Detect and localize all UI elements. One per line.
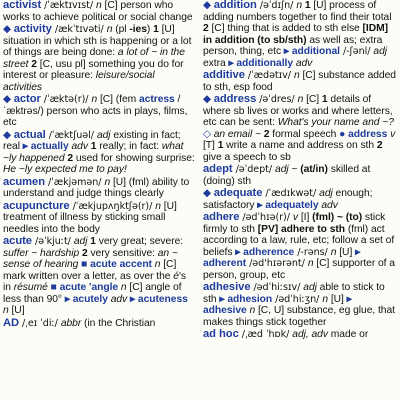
part-of-speech: adv bbox=[321, 199, 338, 211]
pronunciation: /əˈdɪʃn/ bbox=[256, 0, 297, 11]
square-icon: ■ a bbox=[50, 282, 66, 293]
example: leisure/social activities bbox=[3, 70, 155, 93]
entry-addition bbox=[203, 0, 396, 69]
part-of-speech: adj bbox=[373, 46, 388, 57]
pronunciation: /əˈdept/ bbox=[232, 164, 276, 175]
sense-number: 2 bbox=[376, 140, 383, 151]
definition-text: used for showing surprise: bbox=[73, 152, 195, 164]
headword: actual bbox=[13, 128, 46, 141]
definition-text: (in the Christian bbox=[81, 317, 156, 329]
part-of-speech: n bbox=[307, 258, 314, 269]
sense-number: 1 bbox=[153, 24, 159, 35]
headword: additive bbox=[203, 69, 245, 81]
entry-activist bbox=[3, 0, 195, 23]
pronunciation: /ˌeɪ ˈdiː/ bbox=[19, 317, 61, 329]
definition-text: [U] situation in which sth is happening or a lot of things are being done: bbox=[3, 24, 192, 58]
part-of-speech: n bbox=[296, 0, 303, 11]
derived-word: ▸ adherent bbox=[203, 246, 361, 269]
definition-text: give a speech to sb bbox=[203, 151, 291, 163]
derived-word: ▸ adhesive bbox=[203, 293, 352, 316]
pronunciation: /əˈdres/ bbox=[256, 94, 298, 105]
pronunciation: /ˈækjəmən/ bbox=[44, 176, 105, 188]
example: an email ~ bbox=[213, 128, 261, 140]
part-of-speech: n bbox=[106, 24, 113, 35]
definition-text: [C] angle of less than 90° bbox=[3, 282, 182, 305]
part-of-speech: n bbox=[293, 70, 300, 81]
example: an ~ sense of hearing bbox=[3, 247, 178, 270]
definition-text: ~ bbox=[288, 164, 301, 175]
pronunciation: /ækˈtɪvəti/ bbox=[51, 24, 107, 35]
definition-text: [C] person who works to achieve political or social change bbox=[3, 0, 193, 23]
derived-word: cute 'angle bbox=[65, 282, 119, 293]
sense-number: 2 bbox=[67, 152, 74, 164]
definition-text: details of where sb lives or works and where letters, etc can be sent: bbox=[203, 94, 393, 128]
diamond-icon: ◆ bbox=[3, 24, 14, 35]
entry-actor bbox=[3, 94, 195, 129]
definition-text: /ˈæktrəs/) person who acts in plays, films, etc bbox=[3, 94, 188, 128]
part-of-speech: adv bbox=[295, 57, 313, 69]
part-of-speech: n bbox=[322, 293, 329, 305]
headword: adequate bbox=[213, 187, 263, 199]
part-of-speech: n bbox=[104, 176, 111, 188]
part-of-speech: n bbox=[249, 305, 256, 316]
definition-text: [IDM] in addition (to sb/sth) bbox=[203, 23, 389, 46]
headword: adept bbox=[203, 163, 233, 175]
headword: activist bbox=[3, 0, 42, 11]
definition-text: (pl bbox=[112, 24, 130, 35]
example: what ~ly happened bbox=[3, 141, 184, 164]
derived-word: ▸ additional bbox=[283, 46, 340, 57]
pronunciation: /ˈædɪkwət/ bbox=[262, 188, 320, 199]
pronunciation: /-ʃənl/ bbox=[339, 46, 374, 57]
part-of-speech: n bbox=[3, 305, 9, 316]
pronunciation: /ˈæktə(r)/ bbox=[40, 94, 92, 105]
definition-text: (fml) ~ (to) bbox=[312, 212, 363, 223]
definition-text: enough; satisfactory bbox=[203, 188, 373, 211]
definition-text: write a name and address on sth bbox=[223, 140, 377, 151]
pronunciation: /-rəns/ bbox=[294, 246, 331, 258]
pronunciation: /ədˈhɪə(r)/ bbox=[239, 212, 293, 223]
derived-word: cute accent bbox=[95, 259, 152, 270]
part-of-speech: adv bbox=[71, 141, 88, 152]
derived-word: ▸ acutely bbox=[64, 293, 108, 305]
definition-text: [C] bbox=[303, 94, 322, 105]
part-of-speech: adj bbox=[96, 129, 111, 141]
pronunciation: /ˈækjupʌŋktʃə(r)/ bbox=[69, 200, 156, 212]
headword: acupuncture bbox=[3, 199, 70, 212]
part-of-speech: n bbox=[91, 94, 98, 105]
sense-number: 2 bbox=[203, 23, 209, 34]
part-of-speech: n bbox=[297, 94, 304, 105]
definition-text: [I] bbox=[298, 212, 313, 223]
entry-address bbox=[203, 94, 396, 163]
diamond-icon: ◆ bbox=[203, 188, 214, 199]
definition-text: existing in fact; real bbox=[3, 129, 181, 152]
definition-text: [C, usu pl] something you do for interest or pleasure: bbox=[3, 58, 184, 81]
definition-text: [U] bbox=[8, 305, 25, 316]
entry-activity bbox=[3, 24, 195, 93]
part-of-speech: n bbox=[330, 246, 337, 258]
definition-text: [C] thing that is added to sth else bbox=[208, 23, 363, 34]
example: a lot of ~ in the street bbox=[3, 47, 185, 70]
derived-word: ▸ adherence bbox=[235, 246, 295, 258]
entry-AD bbox=[3, 318, 195, 330]
definition-text: résumé bbox=[13, 282, 48, 293]
part-of-speech: adj bbox=[73, 236, 88, 247]
headword: AD bbox=[3, 316, 20, 329]
definition-text: [PV] adhere to sth bbox=[257, 223, 346, 235]
definition-text: 's in bbox=[3, 270, 186, 293]
derived-word: ● address bbox=[339, 128, 388, 140]
part-of-speech: adj bbox=[319, 188, 333, 199]
right-column bbox=[203, 0, 396, 400]
definition-text: very great; severe: bbox=[95, 236, 184, 247]
definition-text: skilled at (doing) sth bbox=[203, 164, 371, 187]
part-of-speech: adv bbox=[110, 293, 128, 305]
square-icon: ■ a bbox=[81, 259, 96, 270]
example: He ~ly expected me to pay! bbox=[3, 164, 127, 175]
entry-adhoc bbox=[203, 329, 396, 341]
sense-number: 2 bbox=[81, 247, 88, 259]
definition-text: -ies bbox=[129, 24, 147, 35]
part-of-speech: adj bbox=[275, 164, 289, 175]
definition-text: [C] supporter of a person, group, etc bbox=[203, 258, 395, 281]
definition-text: [C] (fem bbox=[97, 94, 139, 105]
definition-text: [U] bbox=[336, 246, 356, 258]
headword: ad hoc bbox=[203, 328, 239, 340]
definition-text: formal speech bbox=[269, 128, 340, 140]
derived-word: ▸ actually bbox=[22, 141, 69, 152]
headword: addition bbox=[213, 0, 257, 11]
derived-word: ▸ adhesion bbox=[219, 293, 273, 305]
part-of-speech: v bbox=[292, 212, 299, 223]
diamond-icon: ◇ bbox=[203, 128, 214, 140]
part-of-speech: adj, adv bbox=[292, 329, 328, 340]
entry-adept bbox=[203, 164, 396, 187]
sense-number: 1 bbox=[304, 0, 311, 11]
definition-text: [C] substance added to sth, esp food bbox=[203, 70, 396, 93]
definition-text: ) bbox=[146, 24, 154, 35]
headword: adhere bbox=[203, 211, 240, 223]
pronunciation: /ˌæd ˈhɒk/ bbox=[238, 329, 293, 340]
definition-text: really; in fact: bbox=[96, 141, 162, 152]
headword: address bbox=[213, 93, 257, 105]
definition-text: [U] (fml) ability to understand and judge things clearly bbox=[3, 176, 190, 199]
definition-text: [T] bbox=[203, 140, 218, 151]
entry-adequate bbox=[203, 188, 396, 211]
sense-number: 2 bbox=[263, 128, 270, 140]
entry-acumen bbox=[3, 177, 195, 200]
derived-word: actress bbox=[139, 94, 175, 105]
left-column bbox=[3, 0, 195, 400]
derived-word: ▸ additionally bbox=[228, 57, 293, 69]
headword: activity bbox=[13, 23, 52, 35]
pronunciation: /əˈkjuːt/ bbox=[31, 236, 74, 247]
pronunciation: /ˈædətɪv/ bbox=[244, 70, 294, 81]
sense-number: 1 bbox=[321, 94, 328, 105]
headword: acumen bbox=[3, 175, 45, 188]
entry-acute bbox=[3, 236, 195, 317]
definition-text: [C] mark written over a letter, as over the bbox=[3, 259, 177, 282]
definition-text: stick firmly to sth bbox=[203, 212, 386, 235]
pronunciation: /ˈæktɪvɪst/ bbox=[41, 0, 97, 11]
entry-additive bbox=[203, 70, 396, 93]
sense-number: 1 bbox=[217, 140, 224, 151]
sense-number: 2 bbox=[31, 58, 37, 70]
entry-adhesive bbox=[203, 282, 396, 328]
part-of-speech: n bbox=[154, 259, 161, 270]
example: suffer ~ hardship bbox=[3, 247, 80, 259]
sense-number: 1 bbox=[90, 141, 97, 152]
diamond-icon: ◆ bbox=[203, 94, 214, 105]
entry-acupuncture bbox=[3, 201, 195, 236]
pronunciation: /əd'hɪərənt/ bbox=[246, 258, 308, 269]
definition-text: (at/in) bbox=[300, 164, 328, 175]
definition-text: [U] bbox=[328, 293, 347, 305]
diamond-icon: ◆ bbox=[203, 0, 214, 11]
sense-number: 1 bbox=[90, 236, 96, 247]
pronunciation: /ədˈhiːsɪv/ bbox=[250, 282, 304, 293]
headword: acute bbox=[3, 235, 32, 247]
part-of-speech: abbr bbox=[60, 317, 82, 329]
derived-word: ▸ adequately bbox=[257, 199, 319, 211]
definition-text: é bbox=[173, 270, 179, 282]
part-of-speech: n bbox=[96, 0, 102, 11]
derived-word: ▸ acuteness bbox=[129, 293, 188, 305]
definition-text: able to stick to sth bbox=[203, 282, 385, 305]
diamond-icon: ◆ bbox=[3, 129, 14, 141]
definition-text: (fml) act according to a law, rule, etc; follow a set of beliefs bbox=[203, 223, 395, 258]
definition-text: extra bbox=[203, 57, 229, 69]
definition-text: [U] treatment of illness by sticking small needles into the body bbox=[3, 200, 177, 235]
part-of-speech: adj bbox=[303, 282, 317, 293]
definition-text: made or bbox=[327, 329, 369, 340]
definition-text: [U] process of adding numbers together to find their total bbox=[203, 0, 392, 23]
definition-text: [C, U] substance, eg glue, that makes things stick together bbox=[203, 305, 395, 328]
part-of-speech: n bbox=[120, 282, 127, 293]
part-of-speech: v bbox=[390, 128, 396, 140]
entry-adhere bbox=[203, 212, 396, 281]
headword: adhesive bbox=[203, 281, 251, 293]
headword: actor bbox=[13, 93, 41, 105]
example: What's your name and ~? bbox=[277, 117, 394, 128]
definition-text: as well as; extra person, thing, etc bbox=[203, 34, 383, 57]
diamond-icon: ◆ bbox=[3, 94, 14, 105]
pronunciation: /ədˈhiːʒn/ bbox=[272, 293, 323, 305]
entry-actual bbox=[3, 130, 195, 176]
pronunciation: /ˈæktʃuəl/ bbox=[45, 129, 97, 141]
definition-text: very sensitive: bbox=[87, 247, 158, 259]
part-of-speech: n bbox=[155, 200, 161, 212]
